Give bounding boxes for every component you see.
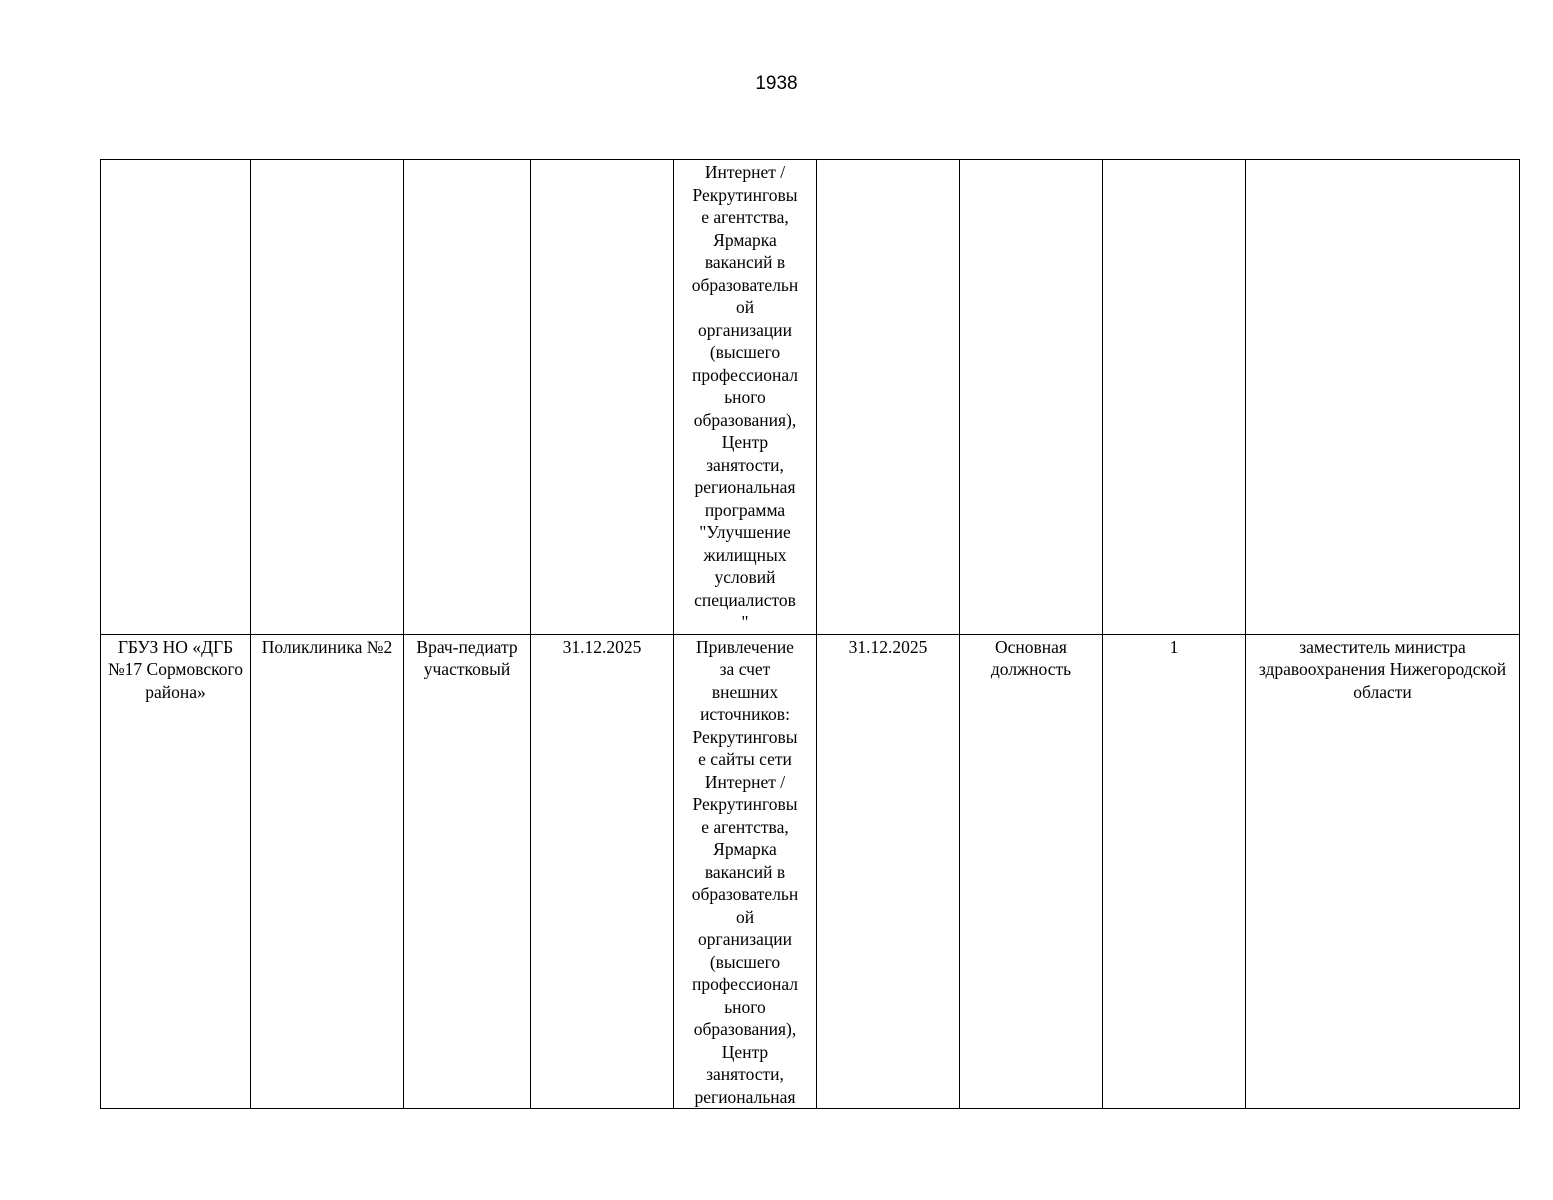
- measures-line: занятости,: [706, 454, 784, 475]
- cell-position-type: [960, 160, 1103, 635]
- measures-line: образовательн: [691, 274, 799, 295]
- measures-line: условий: [714, 567, 776, 587]
- measures-line: занятости,: [706, 1064, 784, 1084]
- measures-line: (высшего: [709, 951, 781, 972]
- measures-line: образования),: [693, 1019, 797, 1039]
- measures-line: вакансий в: [704, 252, 786, 272]
- measures-line: профессионал: [691, 974, 799, 994]
- measures-line: (высшего: [709, 342, 781, 362]
- cell-count: [1103, 160, 1246, 635]
- measures-line: организации: [698, 319, 792, 340]
- measures-line: Ярмарка: [713, 229, 777, 250]
- cell-date-deadline: [817, 160, 960, 635]
- measures-line: организации: [698, 929, 792, 949]
- cell-count: 1: [1103, 634, 1246, 1109]
- cell-responsible: [1246, 160, 1520, 635]
- cell-measures: [674, 634, 817, 1109]
- measures-line: Ярмарка: [713, 839, 777, 859]
- measures-line: Рекрутинговы: [692, 794, 798, 814]
- cell-date-need: [531, 160, 674, 635]
- measures-line: профессионал: [691, 364, 799, 385]
- cell-position-type: Основная должность: [960, 634, 1103, 1109]
- cell-organization: ГБУЗ НО «ДГБ №17 Сормовского района»: [101, 634, 251, 1109]
- measures-line: специалистов: [694, 589, 796, 610]
- measures-line: Рекрутинговы: [692, 726, 798, 747]
- table-row: [101, 634, 1520, 1109]
- cell-organization: [101, 160, 251, 635]
- page-number: 1938: [755, 73, 798, 94]
- measures-line: за счет: [719, 659, 771, 679]
- cell-position: [404, 160, 531, 635]
- measures-line: ой: [735, 297, 755, 317]
- cell-date-need: 31.12.2025: [531, 634, 674, 1109]
- measures-line: ": [741, 612, 749, 632]
- measures-line: "Улучшение: [699, 522, 791, 542]
- measures-line: Привлечение: [696, 636, 794, 657]
- measures-line: образования),: [693, 409, 797, 430]
- measures-line: ой: [735, 906, 755, 927]
- measures-line: источников:: [700, 704, 790, 724]
- measures-line: региональная: [694, 477, 796, 497]
- measures-line: ьного: [724, 996, 766, 1017]
- measures-line: Центр: [721, 1041, 769, 1062]
- measures-line: е сайты сети: [698, 749, 792, 769]
- measures-line: Интернет /: [704, 771, 786, 792]
- cell-date-deadline: 31.12.2025: [817, 634, 960, 1109]
- measures-line: программа: [704, 499, 786, 520]
- measures-line: е агентства,: [701, 816, 789, 837]
- measures-line: Интернет /: [704, 162, 786, 182]
- measures-line: жилищных: [703, 544, 787, 565]
- measures-line: внешних: [711, 681, 779, 702]
- measures-line: Рекрутинговы: [692, 184, 798, 205]
- measures-line: Центр: [721, 432, 769, 452]
- vacancy-table: [100, 159, 1520, 1109]
- cell-position: Врач-педиатр участковый: [404, 634, 531, 1109]
- measures-line: региональная: [694, 1086, 796, 1107]
- table-row: [101, 160, 1520, 635]
- measures-line: вакансий в: [704, 861, 786, 882]
- cell-department: Поликлиника №2: [251, 634, 404, 1109]
- cell-measures: [674, 160, 817, 635]
- measures-line: ьного: [724, 387, 766, 407]
- measures-line: образовательн: [691, 884, 799, 904]
- measures-line: е агентства,: [701, 207, 789, 227]
- cell-department: [251, 160, 404, 635]
- cell-responsible: заместитель министра здравоохранения Нижегородской области: [1246, 634, 1520, 1109]
